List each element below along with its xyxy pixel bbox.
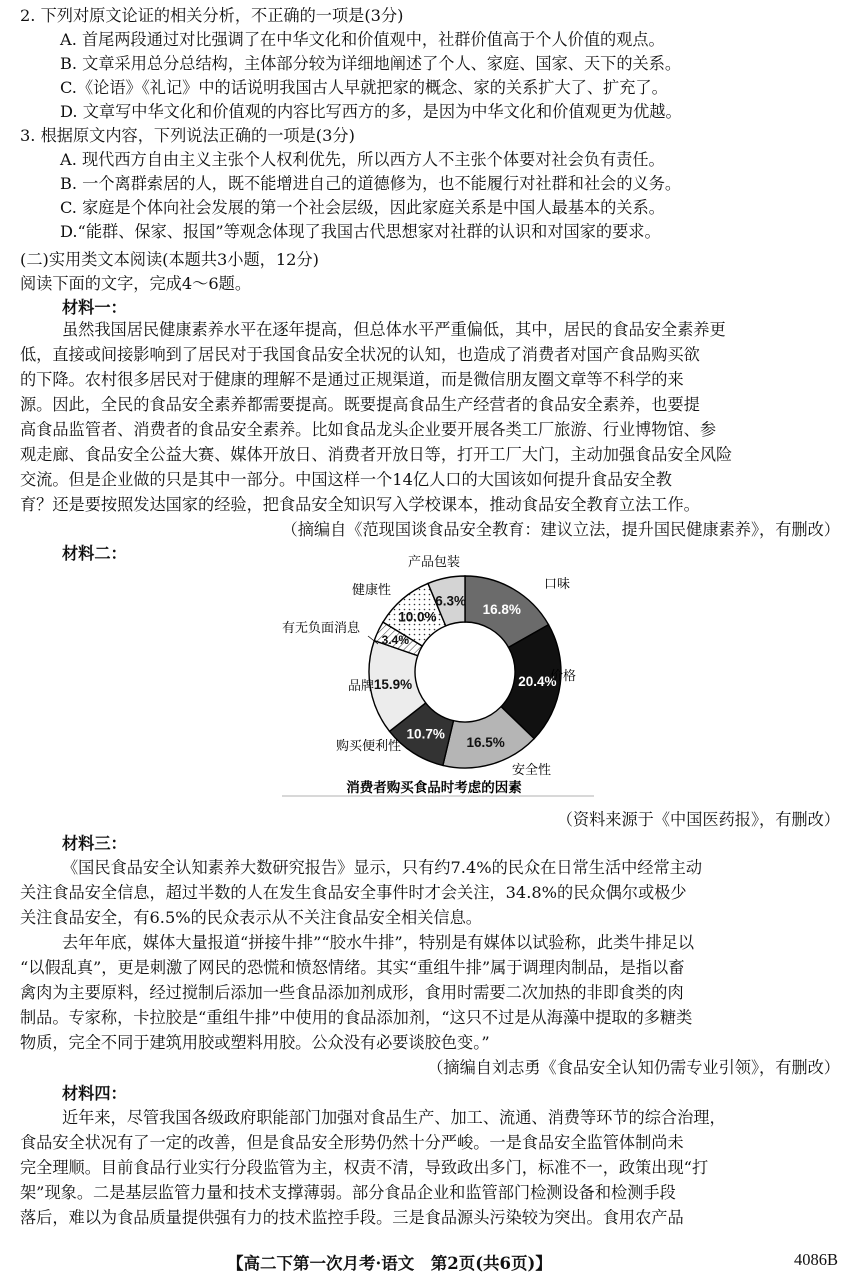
q2-option-a: A. 首尾两段通过对比强调了在中华文化和价值观中，社群价值高于个人价值的观点。: [60, 30, 665, 49]
q2-stem: 2. 下列对原文论证的相关分析，不正确的一项是(3分): [20, 6, 404, 25]
chart-title: 消费者购买食品时考虑的因素: [346, 780, 522, 796]
material-1-source: （摘编自《范现国谈食品安全教育：建议立法，提升国民健康素养》，有删改）: [281, 520, 840, 539]
slice-value-label: 10.7%: [406, 726, 445, 742]
material-3-p2-line: “以假乱真”，更是刺激了网民的恐慌和愤怒情绪。其实“重组牛排”属于调理肉制品，是指以畜: [20, 958, 685, 977]
material-3-p2-line: 禽肉为主要原料，经过搅制后添加一些食品添加剂成形，食用时需要二次加热的非即食类的肉: [20, 983, 684, 1002]
material-4-title: 材料四：: [62, 1084, 127, 1103]
slice-category-label: 品牌: [348, 679, 375, 694]
q3-option-a: A. 现代西方自由主义主张个人权利优先，所以西方人不主张个体要对社会负有责任。: [60, 150, 665, 169]
material-3-p2-line: 去年年底，媒体大量报道“拼接牛排”“胶水牛排”，特别是有媒体以试验称，此类牛排足以: [62, 933, 695, 952]
slice-value-label: 16.8%: [482, 601, 521, 617]
material-2-title: 材料二：: [62, 544, 127, 563]
q2-option-c: C.《论语》《礼记》中的话说明我国古人早就把家的概念、家的关系扩大了、扩充了。: [60, 78, 668, 97]
material-1-line: 源。因此，全民的食品安全素养都需要提高。既要提高食品生产经营者的食品安全素养，也要提: [20, 395, 700, 414]
q3-option-c: C. 家庭是个体向社会发展的第一个社会层级，因此家庭关系是中国人最基本的关系。: [60, 198, 665, 217]
material-1-line: 虽然我国居民健康素养水平在逐年提高，但总体水平严重偏低，其中，居民的食品安全素养更: [62, 320, 726, 339]
material-4-line: 架”现象。二是基层监管力量和技术支撑薄弱。部分食品企业和监管部门检测设备和检测手段: [20, 1183, 676, 1202]
material-1-line: 低，直接或间接影响到了居民对于我国食品安全状况的认知，也造成了消费者对国产食品购买欲: [20, 345, 700, 364]
material-3-p2-line: 制品。专家称，卡拉胶是“重组牛排”中使用的食品添加剂，“这只不过是从海藻中提取的多糖类: [20, 1008, 693, 1027]
material-3-title: 材料三：: [62, 834, 127, 853]
material-1-title: 材料一：: [62, 298, 127, 317]
material-1-line: 高食品监管者、消费者的食品安全素养。比如食品龙头企业要开展各类工厂旅游、行业博物馆、参: [20, 420, 717, 439]
footer-page-info: 【高二下第一次月考·语文 第2页(共6页)】: [227, 1254, 552, 1273]
material-3-source: （摘编自刘志勇《食品安全认知仍需专业引领》，有删改）: [427, 1058, 840, 1077]
slice-category-label: 购买便利性: [336, 739, 402, 754]
material-3-p1-line: 《国民食品安全认知素养大数研究报告》显示，只有约7.4%的民众在日常生活中经常主动: [62, 858, 703, 877]
slice-category-label: 产品包装: [408, 555, 461, 570]
slice-value-label: 10.0%: [398, 609, 437, 625]
slice-category-label: 口味: [544, 577, 571, 592]
material-2-source: （资料来源于《中国医药报》，有删改）: [556, 810, 840, 829]
page-footer: [0, 1248, 860, 1276]
q3-option-d: D.“能群、保家、报国”等观念体现了我国古代思想家对社群的认识和对国家的要求。: [60, 222, 661, 241]
material-4-line: 完全理顺。目前食品行业实行分段监管为主，权责不清，导致政出多门，标准不一，政策出现“打: [20, 1158, 709, 1177]
q3-option-b: B. 一个离群索居的人，既不能增进自己的道德修为，也不能履行对社群和社会的义务。: [60, 174, 682, 193]
material-4-line: 近年来，尽管我国各级政府职能部门加强对食品生产、加工、流通、消费等环节的综合治理，: [62, 1108, 726, 1127]
q2-option-d: D. 文章写中华文化和价值观的内容比写西方的多，是因为中华文化和价值观更为优越。: [60, 102, 682, 121]
slice-category-label: 健康性: [352, 583, 392, 598]
q2-option-b: B. 文章采用总分总结构，主体部分较为详细地阐述了个人、家庭、国家、天下的关系。: [60, 54, 682, 73]
material-3-p2-line: 物质，完全不同于建筑用胶或塑料用胶。公众没有必要谈胶色变。”: [20, 1033, 490, 1052]
instruction: 阅读下面的文字，完成4～6题。: [20, 274, 252, 293]
slice-value-label: 16.5%: [466, 735, 505, 751]
material-1-line: 观走廊、食品安全公益大赛、媒体开放日、消费者开放日等，打开工厂大门，主动加强食品安全风险: [20, 445, 733, 464]
material-3-p1-line: 关注食品安全，有6.5%的民众表示从不关注食品安全相关信息。: [20, 908, 482, 927]
material-1-line: 的下降。农村很多居民对于健康的理解不是通过正规渠道，而是微信朋友圈文章等不科学的来: [20, 370, 684, 389]
material-4-line: 落后，难以为食品质量提供强有力的技术监控手段。三是食品源头污染较为突出。食用农产品: [20, 1208, 684, 1227]
material-1-line: 交流。但是企业做的只是其中一部分。中国这样一个14亿人口的大国该如何提升食品安全教: [20, 470, 672, 489]
slice-value-label: 6.3%: [435, 593, 467, 609]
slice-value-label: 20.4%: [518, 674, 557, 690]
slice-category-label: 价格: [550, 669, 577, 684]
slice-category-label: 有无负面消息: [282, 621, 361, 636]
material-3-p1-line: 关注食品安全信息，超过半数的人在发生食品安全事件时才会关注，34.8%的民众偶尔或极少: [20, 883, 687, 902]
material-1-line: 育？还是要按照发达国家的经验，把食品安全知识写入学校课本，推动食品安全教育立法工作。: [20, 495, 700, 514]
slice-category-label: 安全性: [512, 763, 552, 778]
donut-chart-svg: [282, 552, 594, 798]
footer-exam-code: 4086B: [793, 1250, 838, 1269]
material-4-line: 食品安全状况有了一定的改善，但是食品安全形势仍然十分严峻。一是食品安全监管体制尚未: [20, 1133, 684, 1152]
section-heading: (二)实用类文本阅读(本题共3小题，12分): [20, 250, 319, 269]
q3-stem: 3. 根据原文内容，下列说法正确的一项是(3分): [20, 126, 355, 145]
slice-value-label: 3.4%: [381, 633, 410, 648]
slice-value-label: 15.9%: [373, 677, 413, 693]
pie-chart: [282, 552, 594, 798]
